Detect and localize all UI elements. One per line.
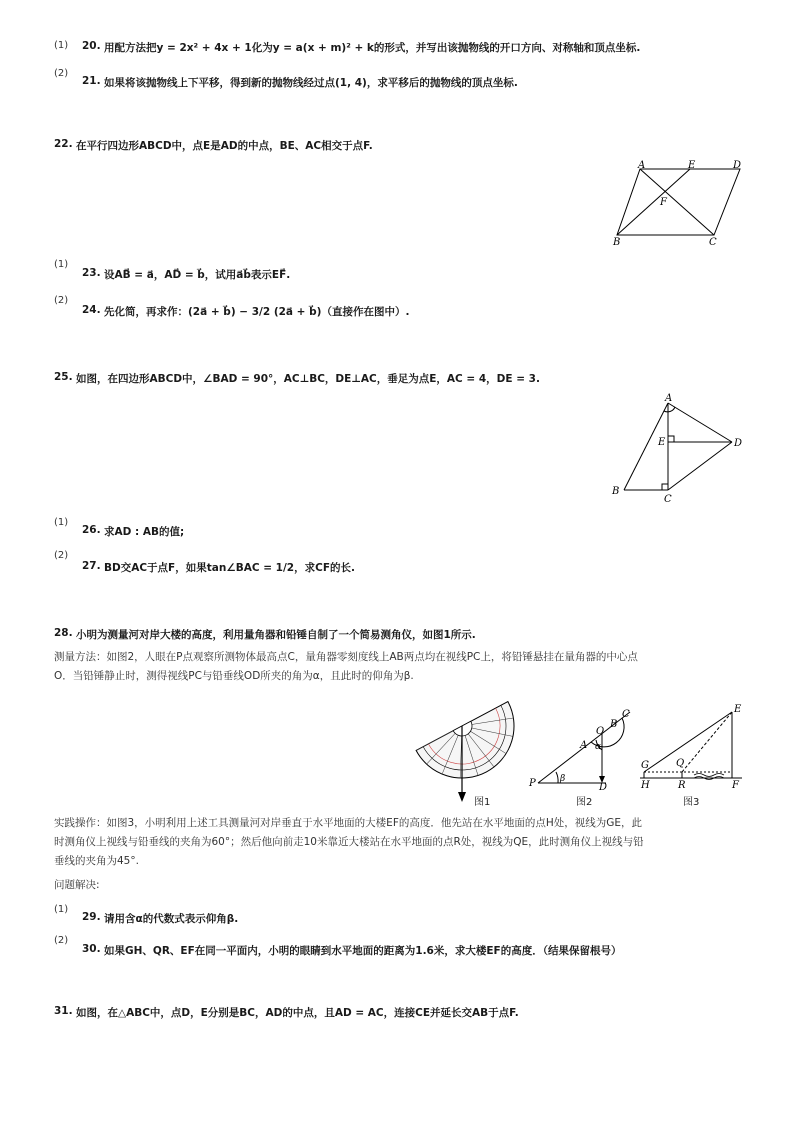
problem-solving-heading: 问题解决: [54, 879, 100, 891]
question-27-number: 27. [82, 560, 101, 572]
label-E: E [658, 437, 666, 448]
question-25-text: 如图，在四边形ABCD中，∠BAD = 90°，AC⊥BC，DE⊥AC，垂足为点E，AC = 4，DE = 3. [76, 373, 540, 385]
question-28-number: 28. [54, 627, 73, 639]
question-24-number: 24. [82, 304, 101, 316]
label-alpha: α [595, 742, 602, 752]
label-D: D [734, 438, 743, 449]
building-figure [636, 700, 748, 790]
label-D: D [599, 782, 608, 792]
figure-2-caption: 图2 [576, 797, 593, 808]
question-25-number: 25. [54, 371, 73, 383]
figure-1-caption: 图1 [474, 797, 491, 808]
method-line-1: 测量方法：如图2，人眼在P点观察所测物体最高点C，量角器零刻度线上AB两点均在视线PC上，将铅锤悬挂在量角器的中心点 [54, 651, 638, 663]
label-D: D [733, 160, 742, 171]
protractor-figure [414, 690, 526, 808]
label-O: O [596, 726, 605, 737]
question-29-text: 请用含α的代数式表示仰角β. [104, 913, 239, 925]
question-22-text: 在平行四边形ABCD中，点E是AD的中点，BE、AC相交于点F. [76, 140, 373, 152]
label-F: F [660, 197, 667, 208]
label-C: C [664, 494, 672, 505]
label-B: B [610, 719, 618, 730]
question-20-text: 用配方法把y = 2x² + 4x + 1化为y = a(x + m)² + k的形式，并写出该抛物线的开口方向、对称轴和顶点坐标. [104, 42, 641, 54]
question-29-number: 29. [82, 911, 101, 923]
question-28-text: 小明为测量河对岸大楼的高度，利用量角器和铅锤自制了一个简易测角仪，如图1所示. [76, 629, 476, 641]
label-P: P [529, 778, 536, 789]
question-26-text: 求AD : AB的值; [104, 526, 185, 538]
label-E: E [688, 160, 696, 171]
sub-label-7: (1) [54, 904, 69, 915]
label-beta: β [560, 774, 566, 784]
practice-line-1: 实践操作：如图3，小明利用上述工具测量河对岸垂直于水平地面的大楼EF的高度．他先站在水平地面的点H处，视线为GE，此 [54, 817, 643, 829]
question-22-number: 22. [54, 138, 73, 150]
practice-line-2: 时测角仪上视线与铅垂线的夹角为60°；然后他向前走10米靠近大楼站在水平地面的点R处，视线为QE，此时测角仪上视线与铅 [54, 836, 644, 848]
question-23-number: 23. [82, 267, 101, 279]
label-A: A [665, 393, 673, 404]
label-Q: Q [676, 758, 685, 769]
label-C: C [709, 237, 717, 248]
question-21-number: 21. [82, 75, 101, 87]
sight-angle-figure [526, 700, 641, 792]
label-G: G [641, 760, 649, 771]
question-21-text: 如果将该抛物线上下平移，得到新的抛物线经过点(1, 4)，求平移后的抛物线的顶点坐标. [104, 77, 518, 89]
question-26-number: 26. [82, 524, 101, 536]
sub-label-8: (2) [54, 935, 69, 946]
sub-label-3: (1) [54, 259, 69, 270]
sub-label-1: (1) [54, 40, 69, 51]
figure-3-caption: 图3 [683, 797, 700, 808]
label-F: F [732, 780, 739, 790]
method-line-2: O．当铅锤静止时，测得视线PC与铅垂线OD所夹的角为α，且此时的仰角为β. [54, 670, 414, 682]
sub-label-4: (2) [54, 295, 69, 306]
label-A: A [580, 740, 588, 751]
question-31-text: 如图，在△ABC中，点D，E分别是BC，AD的中点，且AD = AC，连接CE并延长交AB于点F. [76, 1007, 519, 1019]
question-27-text: BD交AC于点F，如果tan∠BAC = 1/2，求CF的长. [104, 562, 355, 574]
question-30-number: 30. [82, 943, 101, 955]
practice-operation [54, 814, 754, 871]
sub-label-5: (1) [54, 517, 69, 528]
label-H: H [641, 780, 650, 790]
parallelogram-figure [600, 155, 760, 250]
question-24-text: 先化简，再求作：(2a⃗ + b⃗) − 3/2 (2a⃗ + b⃗)（直接作在图中）. [104, 306, 410, 318]
label-R: R [678, 780, 686, 790]
question-20-number: 20. [82, 40, 101, 52]
practice-line-3: 垂线的夹角为45°. [54, 855, 139, 867]
label-A: A [638, 160, 646, 171]
question-30-text: 如果GH、QR、EF在同一平面内，小明的眼睛到水平地面的距离为1.6米，求大楼EF的高度．（结果保留根号） [104, 945, 622, 957]
label-C: C [622, 709, 630, 720]
label-B: B [612, 486, 620, 497]
sub-label-2: (2) [54, 68, 69, 79]
measurement-method [54, 648, 754, 686]
label-E: E [734, 704, 742, 715]
sub-label-6: (2) [54, 550, 69, 561]
quadrilateral-figure [600, 390, 750, 505]
question-31-number: 31. [54, 1005, 73, 1017]
label-B: B [613, 237, 621, 248]
question-23-text: 设AB⃗ = a⃗，AD⃗ = b⃗，试用a⃗b⃗表示EF⃗. [104, 269, 291, 281]
